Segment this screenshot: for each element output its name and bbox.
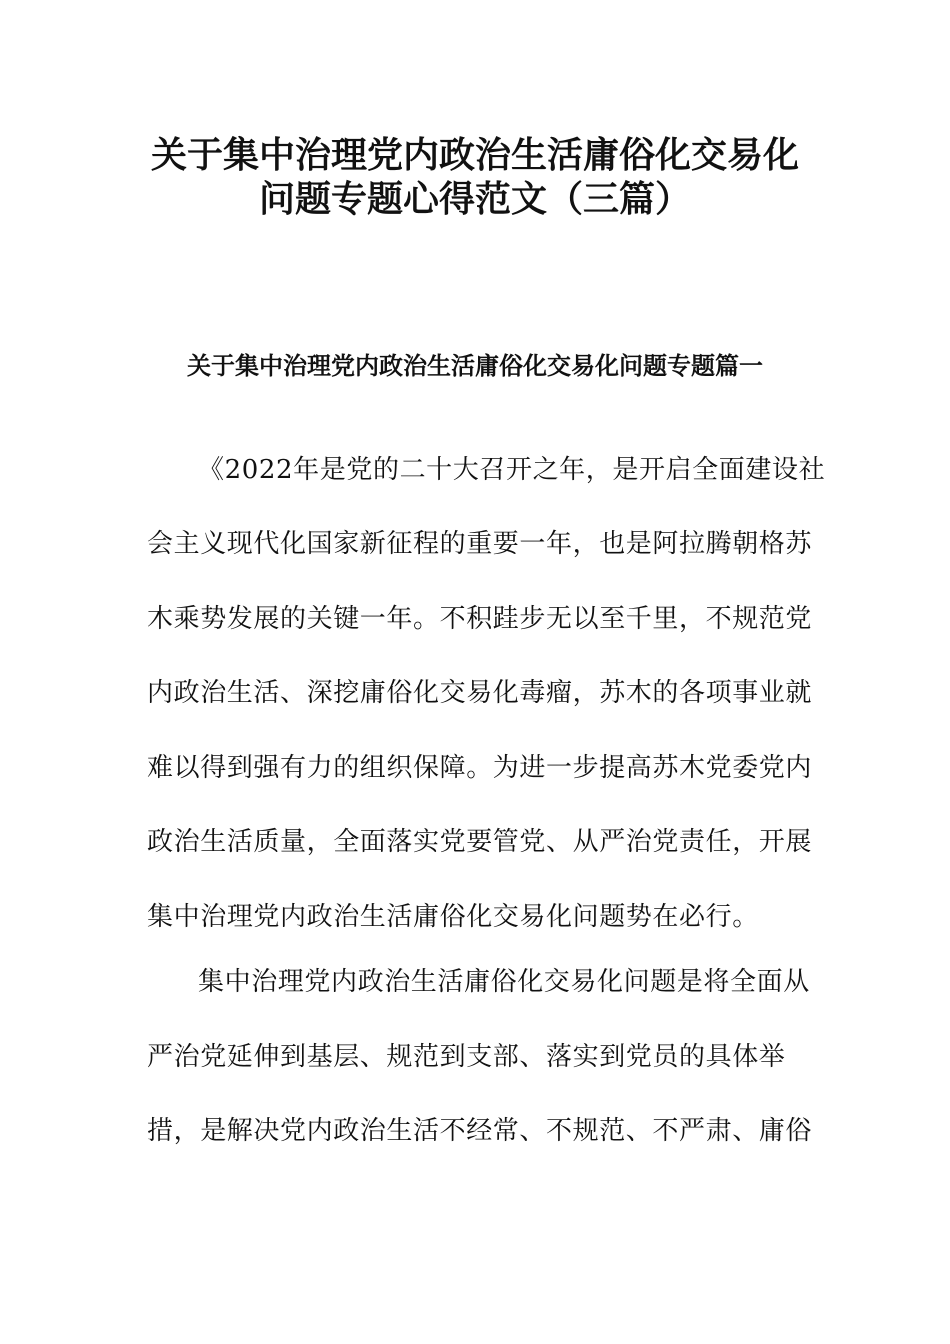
body-line-3: 木乘势发展的关键一年。不积跬步无以至千里，不规范党 bbox=[147, 604, 813, 634]
document-title-line-2: 问题专题心得范文（三篇） bbox=[258, 179, 691, 220]
body-line-7: 集中治理党内政治生活庸俗化交易化问题势在必行。 bbox=[147, 902, 759, 932]
body-line-2: 会主义现代化国家新征程的重要一年，也是阿拉腾朝格苏 bbox=[147, 529, 813, 559]
body-line-10: 措，是解决党内政治生活不经常、不规范、不严肃、庸俗 bbox=[147, 1116, 813, 1146]
body-line-9: 严治党延伸到基层、规范到支部、落实到党员的具体举 bbox=[147, 1042, 786, 1072]
body-line-1: 《2022年是党的二十大召开之年，是开启全面建设社 bbox=[198, 455, 826, 485]
body-line-8: 集中治理党内政治生活庸俗化交易化问题是将全面从 bbox=[198, 967, 810, 997]
body-line-5: 难以得到强有力的组织保障。为进一步提高苏木党委党内 bbox=[147, 753, 813, 783]
body-line-4: 内政治生活、深挖庸俗化交易化毒瘤，苏木的各项事业就 bbox=[147, 678, 813, 708]
body-line-6: 政治生活质量，全面落实党要管党、从严治党责任，开展 bbox=[147, 827, 813, 857]
section-heading: 关于集中治理党内政治生活庸俗化交易化问题专题篇一 bbox=[187, 352, 763, 380]
document-title-line-1: 关于集中治理党内政治生活庸俗化交易化 bbox=[150, 135, 799, 176]
